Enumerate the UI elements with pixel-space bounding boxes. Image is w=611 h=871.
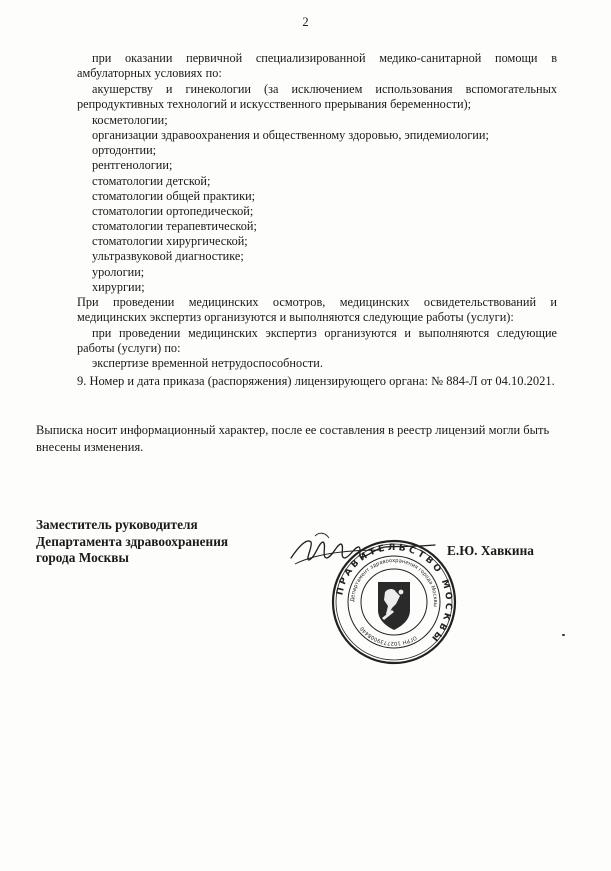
exams-sub-line1: при проведении медицинских экспертиз организуются и выполняются следующие — [92, 326, 557, 340]
service-item-ultrasound: ультразвуковой диагностике; — [92, 249, 244, 263]
scan-speck — [562, 634, 565, 636]
notice-line1: Выписка носит информационный характер, после ее составления в реестр лицензий могли быть — [36, 423, 550, 437]
service-item-orthodontics: ортодонтии; — [92, 143, 157, 157]
signatory-title-line3: города Москвы — [36, 550, 129, 565]
coat-of-arms-icon — [378, 582, 410, 630]
service-item-urology: урологии; — [92, 265, 145, 279]
exams-line1: При проведении медицинских осмотров, медицинских освидетельствований и — [77, 295, 557, 309]
exams-item-temporary-disability: экспертизе временной нетрудоспособности. — [92, 356, 323, 370]
service-item-general-dentistry: стоматологии общей практики; — [92, 189, 256, 203]
obstetrics-line1: акушерству и гинекологии (за исключением использования вспомогательных — [92, 82, 557, 96]
order-number-line: 9. Номер и дата приказа (распоряжения) лицензирующего органа: № 884-Л от 04.10.2021. — [77, 374, 555, 388]
svg-text:ОГРН 1027739008440: ОГРН 1027739008440 — [359, 625, 418, 647]
service-item-healthcare-organization: организации здравоохранения и общественному здоровью, эпидемиологии; — [92, 128, 489, 142]
svg-text:ПРАВИТЕЛЬСТВО МОСКВЫ: ПРАВИТЕЛЬСТВО МОСКВЫ — [335, 542, 454, 645]
service-item-surgical-dentistry: стоматологии хирургической; — [92, 234, 248, 248]
service-item-cosmetology: косметологии; — [92, 113, 168, 127]
primary-intro-line1: при оказании первичной специализированной медико-санитарной помощи в — [92, 51, 557, 65]
primary-intro-line2: амбулаторных условиях по: — [77, 66, 222, 80]
exams-sub-line2: работы (услуги) по: — [77, 341, 181, 355]
signatory-title-line2: Департамента здравоохранения — [36, 533, 229, 549]
official-stamp — [330, 538, 458, 666]
service-item-radiology: рентгенологии; — [92, 158, 173, 172]
svg-text:Департамент здравоохранения го: Департамент здравоохранения города Москвы — [349, 557, 439, 608]
page-number: 2 — [302, 15, 309, 29]
service-item-surgery: хирургии; — [92, 280, 145, 294]
signatory-name: Е.Ю. Хавкина — [447, 543, 534, 558]
service-item-therapeutic-dentistry: стоматологии терапевтической; — [92, 219, 257, 233]
signatory-title-line1: Заместитель руководителя — [36, 517, 198, 532]
service-item-pediatric-dentistry: стоматологии детской; — [92, 174, 211, 188]
signatory-title — [36, 517, 228, 567]
notice-line2: внесены изменения. — [36, 440, 144, 454]
exams-line2: медицинских экспертиз организуются и выполняются следующие работы (услуги): — [77, 310, 514, 324]
obstetrics-line2: репродуктивных технологий и искусственного прерывания беременности); — [77, 97, 472, 111]
service-item-orthopedic-dentistry: стоматологии ортопедической; — [92, 204, 254, 218]
